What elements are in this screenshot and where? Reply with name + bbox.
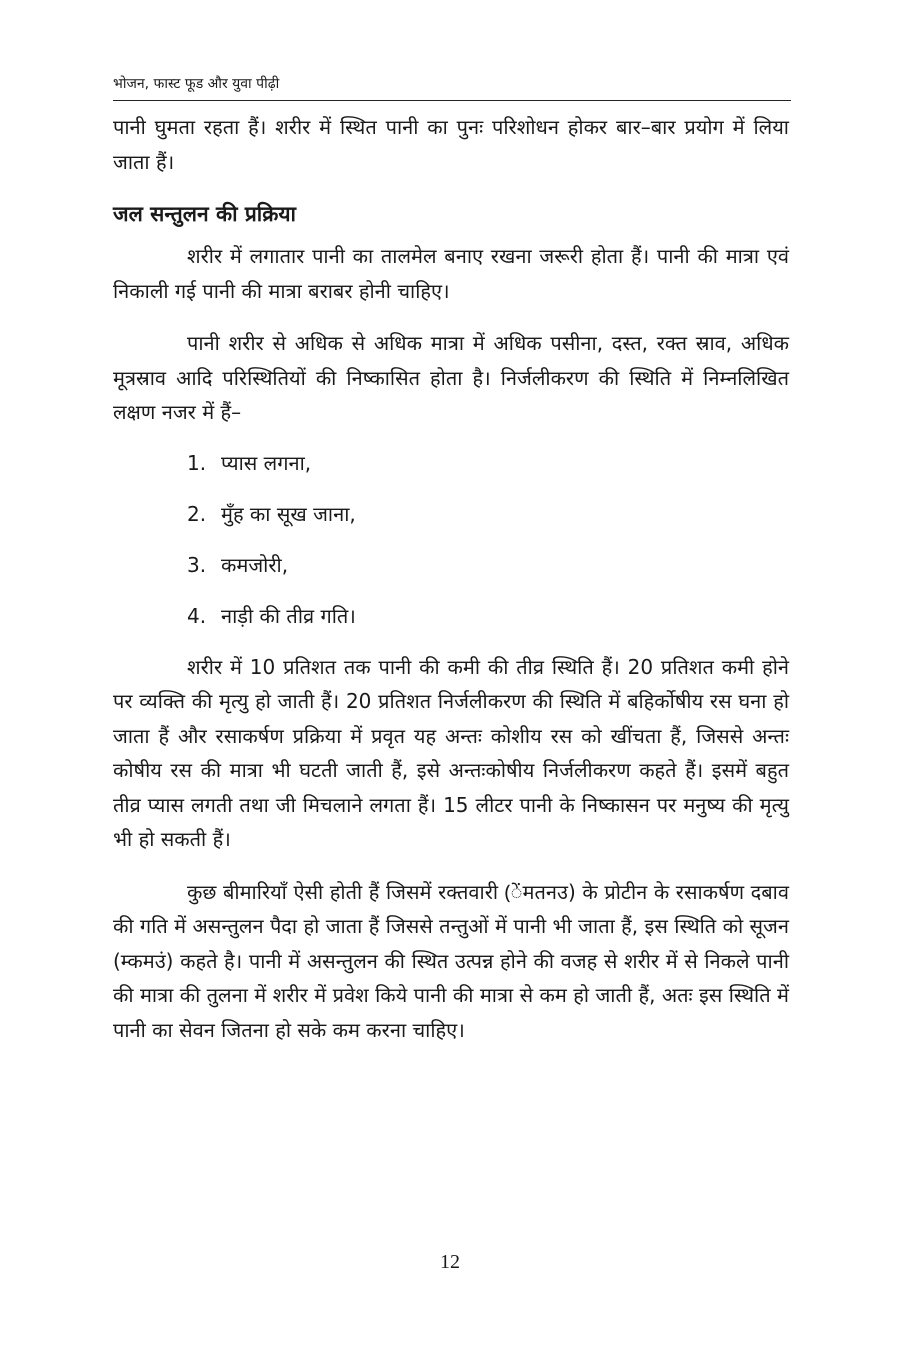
running-header: भोजन, फास्ट फूड और युवा पीढ़ी xyxy=(113,76,280,92)
list-item xyxy=(187,497,789,531)
section-heading: जल सन्तुलन की प्रक्रिया xyxy=(113,202,296,226)
list-item xyxy=(187,599,789,633)
list-item-number: 3. xyxy=(187,552,207,577)
list-item-text: मुँह का सूख जाना, xyxy=(221,501,356,526)
page-number: 12 xyxy=(440,1251,460,1273)
list-item-number: 1. xyxy=(187,450,207,475)
list-item-text: प्यास लगना, xyxy=(221,450,312,475)
header-divider xyxy=(113,100,791,101)
percent-paragraph: शरीर में 10 प्रतिशत तक पानी की कमी की तीव्र स्थिति हैं। 20 प्रतिशत कमी होने पर व्यक्ति की मृत्यु हो जाती हैं। 20 प्रतिशत निर्जलीकरण की स्थिति में बहिर्कोषीय रस घना हो जाता हैं और रसाकर्षण प्रक्रिया में प्रवृत यह अन्तः कोशीय रस को खींचता हैं, जिससे अन्तः कोषीय रस की मात्रा भी घटती जाती हैं, इसे अन्तःकोषीय निर्जलीकरण कहते हैं। इसमें बहुत तीव्र प्यास लगती तथा जी मिचलाने लगता हैं। 15 लीटर पानी के निष्कासन पर मनुष्य की मृत्यु भी हो सकती हैं। xyxy=(113,654,789,851)
page-body xyxy=(113,110,789,1047)
edema-paragraph: कुछ बीमारियाँ ऐसी होती हैं जिसमें रक्तवारी (ेंमतनउ) के प्रोटीन के रसाकर्षण दबाव की गति में असन्तुलन पैदा हो जाता हैं जिससे तन्तुओं में पानी भी जाता हैं, इस स्थिति को सूजन (म्कमउं) कहते है। पानी में असन्तुलन की स्थित उत्पन्न होने की वजह से शरीर में से निकले पानी की मात्रा की तुलना में शरीर में प्रवेश किये पानी की मात्रा से कम हो जाती हैं, अतः इस स्थिति में पानी का सेवन जितना हो सके कम करना चाहिए। xyxy=(113,879,789,1042)
symptom-list xyxy=(113,446,789,633)
list-item-number: 4. xyxy=(187,603,207,628)
list-item xyxy=(187,446,789,480)
list-item-text: नाड़ी की तीव्र गति। xyxy=(221,603,356,628)
intro-paragraph: पानी घुमता रहता हैं। शरीर में स्थित पानी का पुनः परिशोधन होकर बार–बार प्रयोग में लिया जाता हैं। xyxy=(113,115,789,174)
balance-paragraph: शरीर में लगातार पानी का तालमेल बनाए रखना जरूरी होता हैं। पानी की मात्रा एवं निकाली गई पानी की मात्रा बराबर होनी चाहिए। xyxy=(113,244,789,303)
dehydration-paragraph: पानी शरीर से अधिक से अधिक मात्रा में अधिक पसीना, दस्त, रक्त स्राव, अधिक मूत्रस्राव आदि परिस्थितियों की निष्कासित होता है। निर्जलीकरण की स्थिति में निम्नलिखित लक्षण नजर में हैं– xyxy=(113,331,789,424)
list-item xyxy=(187,548,789,582)
list-item-number: 2. xyxy=(187,501,207,526)
list-item-text: कमजोरी, xyxy=(221,552,289,577)
